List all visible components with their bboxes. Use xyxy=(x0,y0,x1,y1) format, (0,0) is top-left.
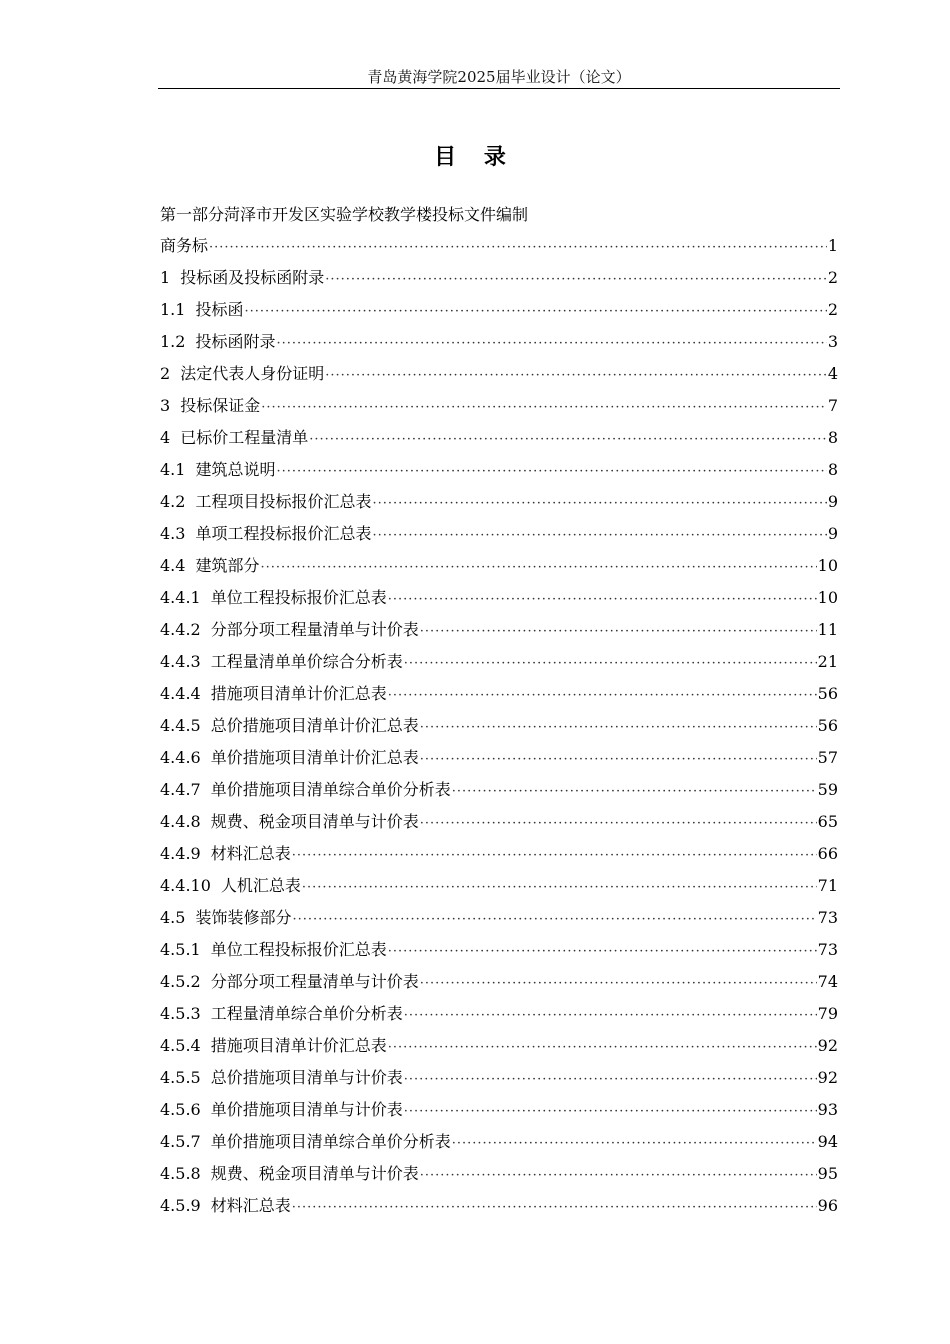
toc-entry[interactable] xyxy=(160,650,838,682)
toc-dot-leader xyxy=(420,812,817,836)
toc-entry[interactable] xyxy=(160,1002,838,1034)
toc-entry-number: 1 xyxy=(160,268,171,287)
toc-entry-label: 投标函附录 xyxy=(195,332,276,351)
toc-dot-leader xyxy=(244,300,826,324)
toc-entry-page: 1 xyxy=(827,236,838,255)
toc-entry-number: 3 xyxy=(160,396,171,415)
toc-entry-label: 单位工程投标报价汇总表 xyxy=(210,940,387,959)
toc-entry-page: 66 xyxy=(817,844,838,863)
toc-entry-label: 建筑总说明 xyxy=(195,460,276,479)
toc-entry[interactable] xyxy=(160,586,838,618)
header-text: 青岛黄海学院2025届毕业设计（论文） xyxy=(367,68,631,86)
toc-entry[interactable] xyxy=(160,266,838,298)
toc-entry-number: 4.5.8 xyxy=(160,1164,201,1183)
toc-entry[interactable] xyxy=(160,298,838,330)
toc-entry[interactable] xyxy=(160,330,838,362)
toc-entry-number: 4.3 xyxy=(160,524,186,543)
toc-dot-leader xyxy=(292,844,817,868)
toc-entry[interactable] xyxy=(160,938,838,970)
toc-entry[interactable] xyxy=(160,618,838,650)
toc-entry-page: 92 xyxy=(817,1068,838,1087)
toc-entry-label: 工程量清单综合单价分析表 xyxy=(210,1004,403,1023)
toc-entry[interactable] xyxy=(160,778,838,810)
toc-dot-leader xyxy=(420,1164,817,1188)
toc-entry-number: 4.4.5 xyxy=(160,716,201,735)
toc-dot-leader xyxy=(452,780,817,804)
toc-entry-label: 已标价工程量清单 xyxy=(180,428,309,447)
toc-entry[interactable] xyxy=(160,714,838,746)
toc-entry-label: 分部分项工程量清单与计价表 xyxy=(210,620,419,639)
toc-entry-label: 装饰装修部分 xyxy=(195,908,292,927)
toc-entry-page: 79 xyxy=(817,1004,838,1023)
toc-entry[interactable] xyxy=(160,458,838,490)
toc-entry-number: 1.2 xyxy=(160,332,186,351)
toc-entry[interactable] xyxy=(160,746,838,778)
toc-entry-page: 74 xyxy=(817,972,838,991)
toc-entry[interactable] xyxy=(160,1066,838,1098)
toc-dot-leader xyxy=(302,876,817,900)
toc-entry[interactable] xyxy=(160,970,838,1002)
toc-dot-leader xyxy=(404,1004,817,1028)
toc-entry-page: 10 xyxy=(817,588,838,607)
toc-entry-number: 2 xyxy=(160,364,171,383)
toc-entry-number: 4.4.3 xyxy=(160,652,201,671)
toc-entry[interactable] xyxy=(160,234,838,266)
toc-entry-number: 4 xyxy=(160,428,171,447)
toc-entry-page: 59 xyxy=(817,780,838,799)
toc-entry-page: 8 xyxy=(827,460,838,479)
toc-entry-page: 9 xyxy=(827,524,838,543)
toc-entry-page: 65 xyxy=(817,812,838,831)
toc-dot-leader xyxy=(420,748,817,772)
toc-entry-label: 规费、税金项目清单与计价表 xyxy=(210,1164,419,1183)
toc-entry-label: 总价措施项目清单计价汇总表 xyxy=(210,716,419,735)
toc-entry-page: 57 xyxy=(817,748,838,767)
toc-entry-label: 单价措施项目清单计价汇总表 xyxy=(210,748,419,767)
toc-entry-number: 4.5.2 xyxy=(160,972,201,991)
toc-entry[interactable] xyxy=(160,906,838,938)
toc-dot-leader xyxy=(388,940,817,964)
toc-dot-leader xyxy=(404,652,817,676)
toc-dot-leader xyxy=(420,972,817,996)
toc-entry-label: 工程量清单单价综合分析表 xyxy=(210,652,403,671)
toc-entry[interactable] xyxy=(160,554,838,586)
toc-entry-number: 4.5.5 xyxy=(160,1068,201,1087)
toc-entry-page: 95 xyxy=(817,1164,838,1183)
toc-entry-page: 71 xyxy=(817,876,838,895)
toc-dot-leader xyxy=(420,716,817,740)
toc-entry-page: 94 xyxy=(817,1132,838,1151)
toc-dot-leader xyxy=(292,1196,817,1220)
toc-entry-page: 73 xyxy=(817,940,838,959)
toc-entry-number: 4.4.8 xyxy=(160,812,201,831)
toc-entry[interactable] xyxy=(160,682,838,714)
toc-entry-page: 21 xyxy=(817,652,838,671)
toc-entry-number: 4.4.10 xyxy=(160,876,211,895)
toc-entry-page: 11 xyxy=(817,620,838,639)
toc-entry-label: 总价措施项目清单与计价表 xyxy=(210,1068,403,1087)
page-header xyxy=(158,68,840,89)
toc-dot-leader xyxy=(292,908,816,932)
toc-dot-leader xyxy=(388,684,817,708)
toc-entry-number: 4.4.6 xyxy=(160,748,201,767)
toc-dot-leader xyxy=(260,556,816,580)
toc-dot-leader xyxy=(420,620,817,644)
toc-entry-page: 3 xyxy=(827,332,838,351)
toc-entry-label: 单价措施项目清单与计价表 xyxy=(210,1100,403,1119)
toc-entry-number: 4.5 xyxy=(160,908,186,927)
toc-dot-leader xyxy=(452,1132,817,1156)
toc-dot-leader xyxy=(404,1068,817,1092)
page-title: 目 录 xyxy=(434,145,516,170)
toc-dot-leader xyxy=(388,1036,817,1060)
toc-entry-label: 规费、税金项目清单与计价表 xyxy=(210,812,419,831)
toc-entry-label: 单价措施项目清单综合单价分析表 xyxy=(210,1132,451,1151)
toc-entry-page: 56 xyxy=(817,716,838,735)
toc-dot-leader xyxy=(209,236,827,260)
toc-entry-label: 单项工程投标报价汇总表 xyxy=(195,524,372,543)
toc-entry[interactable] xyxy=(160,1098,838,1130)
toc-entry-number: 4.4.2 xyxy=(160,620,201,639)
toc-entry-label: 人机汇总表 xyxy=(220,876,301,895)
toc-entry-label: 商务标 xyxy=(160,236,209,255)
toc-entry-number: 4.1 xyxy=(160,460,186,479)
toc-entry-page: 7 xyxy=(827,396,838,415)
toc-entry[interactable] xyxy=(160,426,838,458)
toc-entry-page: 2 xyxy=(827,268,838,287)
toc-dot-leader xyxy=(372,524,826,548)
toc-entry-label: 法定代表人身份证明 xyxy=(180,364,325,383)
toc-entry-label: 投标保证金 xyxy=(180,396,261,415)
toc-entry[interactable] xyxy=(160,874,838,906)
toc-entry[interactable] xyxy=(160,1194,838,1226)
toc-entry-number: 4.4.7 xyxy=(160,780,201,799)
toc-entry[interactable] xyxy=(160,1034,838,1066)
toc-dot-leader xyxy=(325,364,827,388)
toc-entry-number: 1.1 xyxy=(160,300,186,319)
toc-entry-number: 4.5.4 xyxy=(160,1036,201,1055)
toc-entry-label: 措施项目清单计价汇总表 xyxy=(210,1036,387,1055)
toc-entry-number: 4.5.1 xyxy=(160,940,201,959)
toc-entry-number: 4.2 xyxy=(160,492,186,511)
toc-entry-page: 56 xyxy=(817,684,838,703)
toc-entry-page: 10 xyxy=(817,556,838,575)
toc-entry[interactable] xyxy=(160,490,838,522)
toc-dot-leader xyxy=(404,1100,817,1124)
toc-entry[interactable] xyxy=(160,842,838,874)
toc-entry-page: 96 xyxy=(817,1196,838,1215)
toc-entry-page: 9 xyxy=(827,492,838,511)
toc-dot-leader xyxy=(309,428,827,452)
toc-entry-page: 93 xyxy=(817,1100,838,1119)
toc-entry-number: 4.4.4 xyxy=(160,684,201,703)
toc-entry-label: 材料汇总表 xyxy=(210,844,291,863)
toc-entry-page: 8 xyxy=(827,428,838,447)
toc-entry-page: 4 xyxy=(827,364,838,383)
toc-entry-label: 单位工程投标报价汇总表 xyxy=(210,588,387,607)
toc-entry[interactable] xyxy=(160,362,838,394)
toc-dot-leader xyxy=(372,492,826,516)
toc-dot-leader xyxy=(261,396,827,420)
toc-entry[interactable] xyxy=(160,394,838,426)
toc-entry-page: 2 xyxy=(827,300,838,319)
toc-entry-number: 4.5.6 xyxy=(160,1100,201,1119)
toc-entry-label: 建筑部分 xyxy=(195,556,260,575)
toc-entry[interactable] xyxy=(160,1162,838,1194)
toc-entry-number: 4.4 xyxy=(160,556,186,575)
toc-entry-label: 材料汇总表 xyxy=(210,1196,291,1215)
toc-entry-label: 投标函及投标函附录 xyxy=(180,268,325,287)
table-of-contents xyxy=(160,234,838,1226)
toc-dot-leader xyxy=(276,332,826,356)
toc-entry-number: 4.5.3 xyxy=(160,1004,201,1023)
toc-entry-label: 措施项目清单计价汇总表 xyxy=(210,684,387,703)
toc-entry-label: 分部分项工程量清单与计价表 xyxy=(210,972,419,991)
toc-entry-number: 4.4.9 xyxy=(160,844,201,863)
toc-entry-number: 4.4.1 xyxy=(160,588,201,607)
toc-entry[interactable] xyxy=(160,1130,838,1162)
toc-entry-label: 投标函 xyxy=(195,300,244,319)
toc-dot-leader xyxy=(276,460,826,484)
toc-entry-label: 单价措施项目清单综合单价分析表 xyxy=(210,780,451,799)
toc-entry-number: 4.5.9 xyxy=(160,1196,201,1215)
toc-dot-leader xyxy=(325,268,827,292)
toc-entry[interactable] xyxy=(160,810,838,842)
toc-entry[interactable] xyxy=(160,522,838,554)
toc-entry-page: 92 xyxy=(817,1036,838,1055)
toc-entry-page: 73 xyxy=(817,908,838,927)
toc-dot-leader xyxy=(388,588,817,612)
part-title: 第一部分菏泽市开发区实验学校教学楼投标文件编制 xyxy=(160,205,529,224)
toc-entry-label: 工程项目投标报价汇总表 xyxy=(195,492,372,511)
toc-entry-number: 4.5.7 xyxy=(160,1132,201,1151)
